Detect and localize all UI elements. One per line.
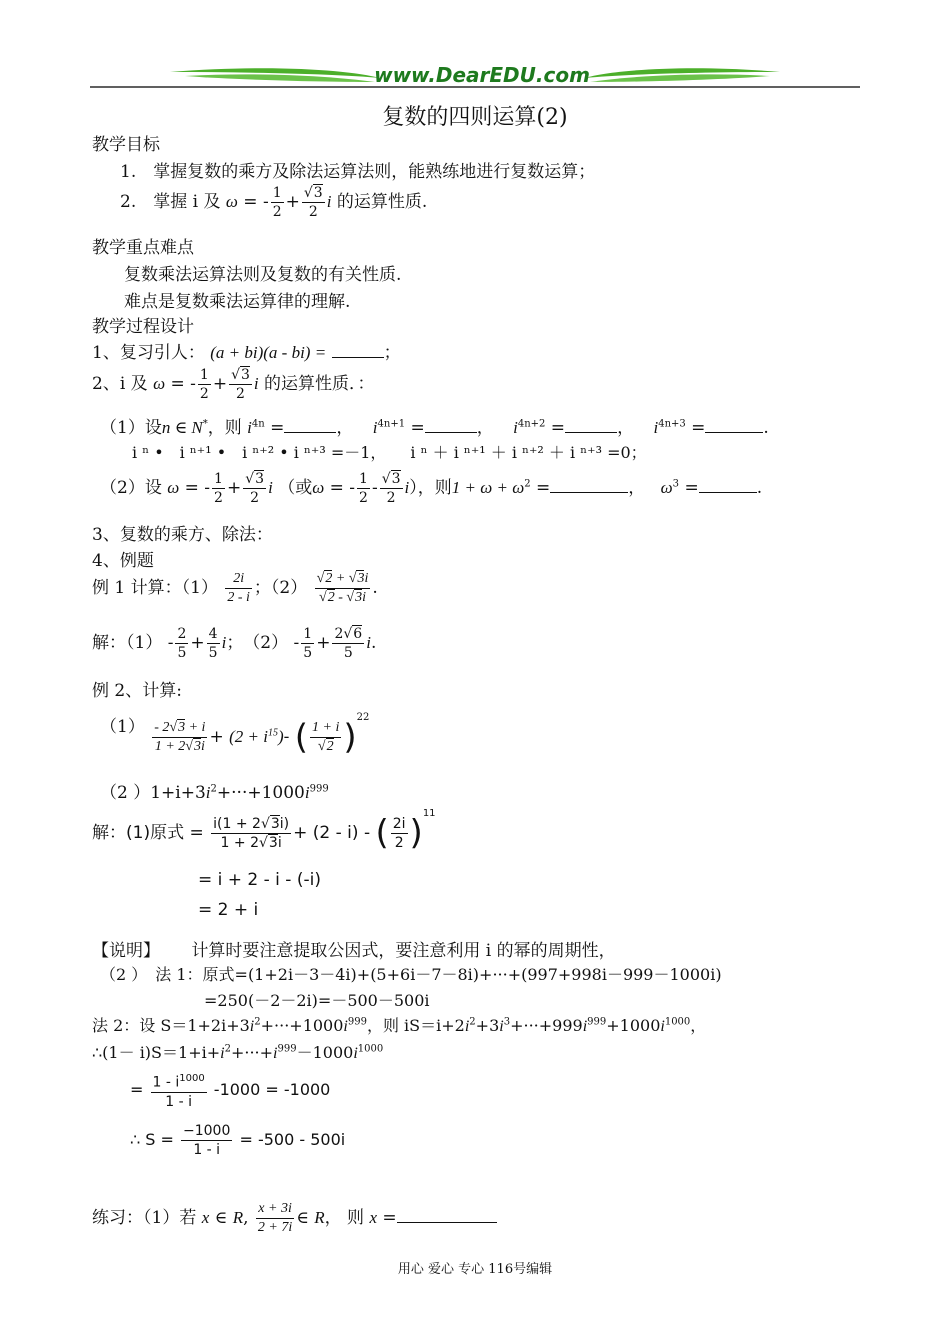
note-label: 【说明】 [92,941,160,961]
method-2-line-1-d: +3 [475,1016,500,1035]
note [92,936,616,961]
method-2-step-3-post: = -500 - 500i [239,1130,346,1149]
property-2-prefix: （2）设 [100,478,162,498]
review-line [92,338,401,363]
method-2-step-2-text: -1000 = -1000 [213,1079,331,1099]
method-2-line-1: 法 2：设 $S=1+2i+3i^2+\cdot\cdot\cdot+1000i^{999}$，则 $iS=i+2i^2+3i^3+\cdot\cdot\cdot+999i^{999}+1000i^{1000}$， [92,1016,707,1035]
practice: 练习：（1）若 x ∈ R, $\frac{x + 3i}{2 + 7i}$ ∈ R， 则 x = [92,1200,497,1237]
section-3: 3、复数的乘方、除法： [92,525,273,545]
property-2-or: （或 [278,478,313,498]
example-2-label: 例 2、计算: [92,681,182,701]
property-line: 2、i 及 ω = - $\frac{1}{2}$ + $\frac{√3}{2}$ i 的运算性质．： [92,367,375,402]
example-2-part-2-end: +···+1000 [216,783,305,803]
solution-2-step-3: = 2 + i [198,900,259,920]
solution-2-step-2: = i + 2 - i - (-i) [198,870,321,890]
property-suffix: 的运算性质．： [264,374,375,394]
method-2-line-1-e: +···+999 [510,1016,583,1035]
example-2-part-1: （1） $\frac{- 2√3 + i}{1 + 2√3i}$ + $(2 + i^{15})-$ ( $\frac{1 + i}{√2}$ )$^{22}$ [100,712,370,758]
practice-label: 练习：（1）若 [92,1208,197,1228]
page-footer: 用心 爱心 专心 116号编辑 [397,1262,553,1277]
example-2-part-2: （2 ）$1+i+3i^2+\cdot\cdot\cdot+1000i^{999}$ [100,783,329,803]
property-2-expr: 1 + ω + ω [451,478,525,497]
solution-2-label: 解：(1)原式 = [92,823,204,843]
key-2: 难点是复数乘法运算律的理解. [124,292,351,312]
method-2-line-1-c: ，则 iS＝i+2 [366,1016,465,1035]
method-2-line-1-b: +···+1000 [260,1016,344,1035]
review-expr: (a + bi)(a - bi) = [210,343,327,362]
solution-1: 解：（1） - $\frac{2}{5}$ + $\frac{4}{5}$ i； （2） - $\frac{1}{5}$ + $\frac{2√6}{5}$ i. [92,626,377,661]
property-2: （2）设 ω = - $\frac{1}{2}$ + $\frac{√3}{2}$ i （或ω = - $\frac{1}{2}$ - $\frac{√3}{2}$ i），则$1 + \omega + \omega^2$ = ， $\omega^3$ = . [100,471,763,506]
method-2-line-1-f: +1000 [606,1016,661,1035]
method-2-line-1-a: 法 2：设 S＝1+2i+3 [92,1016,250,1035]
method-2-line-2-a: ∴(1－ i)S＝1+i+ [92,1043,221,1062]
practice-then: 则 [347,1208,365,1228]
property-1-then: ，则 [207,418,242,438]
property-1: （1）设n ∈ N*，则 $i^{4n}$ = ， $i^{4n+1}$ = ， $i^{4n+2}$ = ， $i^{4n+3}$ = . [100,418,769,438]
goals-heading: 教学目标 [92,135,160,155]
header-logo [90,60,860,92]
goal-2-suffix: 的运算性质. [336,192,428,212]
method-1-line-2: =250(－2－2i)=－500－500i [204,991,430,1010]
solution-1-label: 解：（1） [92,633,163,653]
goal-1: 1. 掌握复数的乘方及除法运算法则，能熟练地进行复数运算； [120,162,596,182]
goal-2: 2. 掌握 i 及 ω = - $\frac{1}{2}$ + $\frac{√3}{2}$ i 的运算性质. [120,185,428,220]
key-heading: 教学重点难点 [92,238,194,258]
logo-text: www.DearEDU.com [374,63,590,87]
property-prefix: 2、i 及 [92,374,148,394]
method-2-step-3: ∴ S = $\frac{-1000}{1 - i}$ = -500 - 500i [130,1123,346,1158]
example-1-label: 例 1 计算：（1） [92,578,218,598]
review-end: ； [383,343,401,363]
solution-1-mid: ； （2） [226,633,289,653]
page-title: 复数的四则运算(2) [382,105,568,130]
key-1: 复数乘法运算法则及复数的有关性质. [124,265,402,285]
section-4: 4、例题 [92,551,154,571]
property-1-cond: n ∈ N [161,418,203,437]
solution-2: 解：(1)原式 = $\frac{i(1 + 2√3i)}{1 + 2√3i}$ + (2 - i) - ( $\frac{2i}{2}$ )$^{11}$ [92,808,436,853]
example-1: 例 1 计算：（1） $\frac{2i}{2 - i}$ ；（2） $\frac{√2 + √3i}{√2 - √3i}$ . [92,571,378,605]
method-2-line-2-b: +···+ [230,1043,274,1062]
example-2-part-2-label: （2 ）1+i+3 [100,783,206,803]
goal-2-prefix: 2. 掌握 i 及 [120,192,221,212]
review-label: 1、复习引人： [92,343,205,363]
process-heading: 教学过程设计 [92,317,194,337]
note-text: 计算时要注意提取公因式，要注意利用 i 的幂的周期性， [191,941,616,961]
method-2-line-2-c: －1000 [296,1043,354,1062]
method-2-step-3-pre: ∴ S = [130,1130,174,1149]
property-1-prefix: （1）设 [100,418,162,438]
method-1-line-1: （2 ） 法 1：原式=(1+2i－3－4i)+(5+6i－7－8i)+···+(997+998i－999－1000i) [100,965,722,984]
property-2-then: ），则 [409,478,452,498]
example-1-mid: ；（2） [253,578,308,598]
example-2-part-1-label: （1） [100,717,145,737]
property-1-line2: i ⁿ • i ⁿ⁺¹ • i ⁿ⁺² • i ⁿ⁺³ =－1， i ⁿ ＋ i ⁿ⁺¹ ＋ i ⁿ⁺² ＋ i ⁿ⁺³ =0； [132,443,647,462]
method-2-line-2: ∴(1－ $i)S=1+i+i^2+\cdot\cdot\cdot+i^{999}-1000i^{1000}$ [92,1043,384,1062]
method-2-step-2: = $\frac{1 - i^{1000}}{1 - i}$ -1000 = -1000 [130,1070,330,1111]
